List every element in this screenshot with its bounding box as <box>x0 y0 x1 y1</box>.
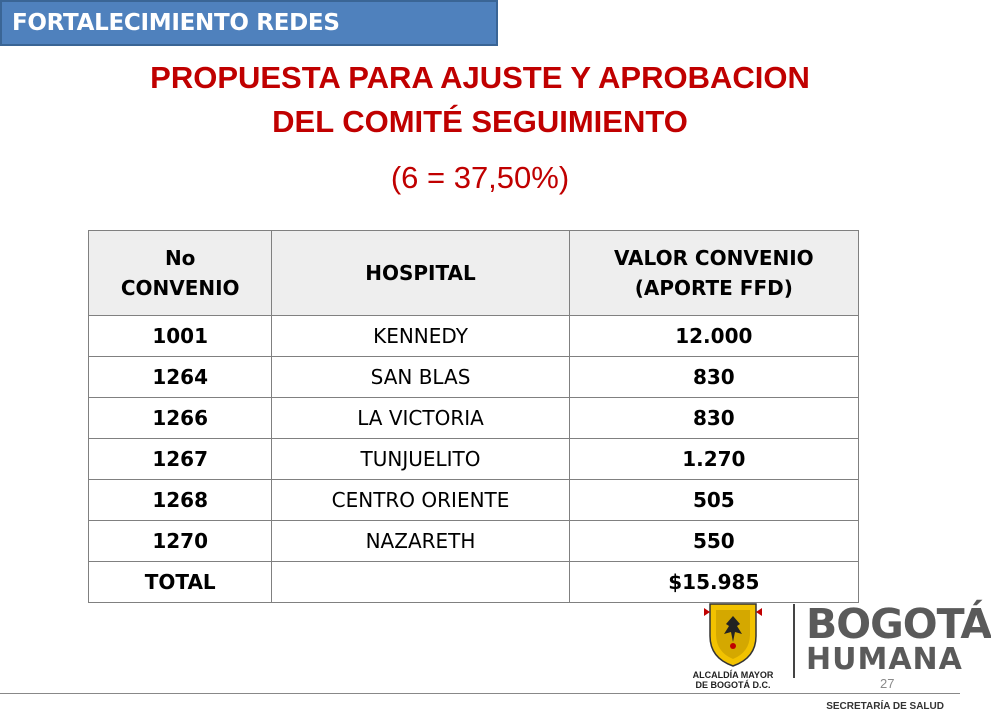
cell-valor: 830 <box>569 357 858 398</box>
cell-hospital: TUNJUELITO <box>272 439 569 480</box>
bogota-logo-text: BOGOTÁ <box>806 600 991 648</box>
header-valor-line1: VALOR CONVENIO <box>613 246 814 270</box>
cell-no: 1266 <box>89 398 272 439</box>
total-hospital <box>272 562 569 603</box>
cell-hospital: SAN BLAS <box>272 357 569 398</box>
header-no-convenio <box>89 231 272 316</box>
cell-valor: 1.270 <box>569 439 858 480</box>
cell-hospital: CENTRO ORIENTE <box>272 480 569 521</box>
table-row <box>89 521 859 562</box>
table-row <box>89 398 859 439</box>
section-tag: FORTALECIMIENTO REDES <box>0 0 498 46</box>
humana-logo-text: HUMANA <box>806 642 963 677</box>
footer-divider <box>0 693 960 694</box>
alcaldia-line2: DE BOGOTÁ D.C. <box>695 680 771 690</box>
footer-org: SECRETARÍA DE SALUD <box>826 701 944 712</box>
table-row <box>89 439 859 480</box>
alcaldia-line1: ALCALDÍA MAYOR <box>692 670 774 680</box>
cell-no: 1001 <box>89 316 272 357</box>
title-percentage: (6 = 37,50%) <box>390 160 570 195</box>
header-hospital: HOSPITAL <box>272 231 569 316</box>
header-valor <box>569 231 858 316</box>
title-line-2: DEL COMITÉ SEGUIMIENTO <box>272 104 688 139</box>
bogota-shield-icon <box>690 600 776 668</box>
title-line-1: PROPUESTA PARA AJUSTE Y APROBACION <box>150 60 810 95</box>
cell-valor: 830 <box>569 398 858 439</box>
table-row <box>89 357 859 398</box>
header-no-line1: No <box>164 246 196 270</box>
cell-no: 1268 <box>89 480 272 521</box>
total-label: TOTAL <box>89 562 272 603</box>
cell-valor: 550 <box>569 521 858 562</box>
page-number: 27 <box>880 676 895 691</box>
cell-valor: 12.000 <box>569 316 858 357</box>
table-header-row <box>89 231 859 316</box>
header-no-line2: CONVENIO <box>120 276 240 300</box>
total-valor: $15.985 <box>569 562 858 603</box>
header-valor-line2: (APORTE FFD) <box>634 276 793 300</box>
cell-no: 1270 <box>89 521 272 562</box>
cell-no: 1264 <box>89 357 272 398</box>
convenios-table <box>88 230 859 603</box>
alcaldia-caption <box>690 670 776 690</box>
table-row <box>89 316 859 357</box>
table-row <box>89 480 859 521</box>
cell-hospital: LA VICTORIA <box>272 398 569 439</box>
table-total-row <box>89 562 859 603</box>
cell-no: 1267 <box>89 439 272 480</box>
cell-valor: 505 <box>569 480 858 521</box>
cell-hospital: KENNEDY <box>272 316 569 357</box>
logo-divider <box>793 604 795 678</box>
cell-hospital: NAZARETH <box>272 521 569 562</box>
